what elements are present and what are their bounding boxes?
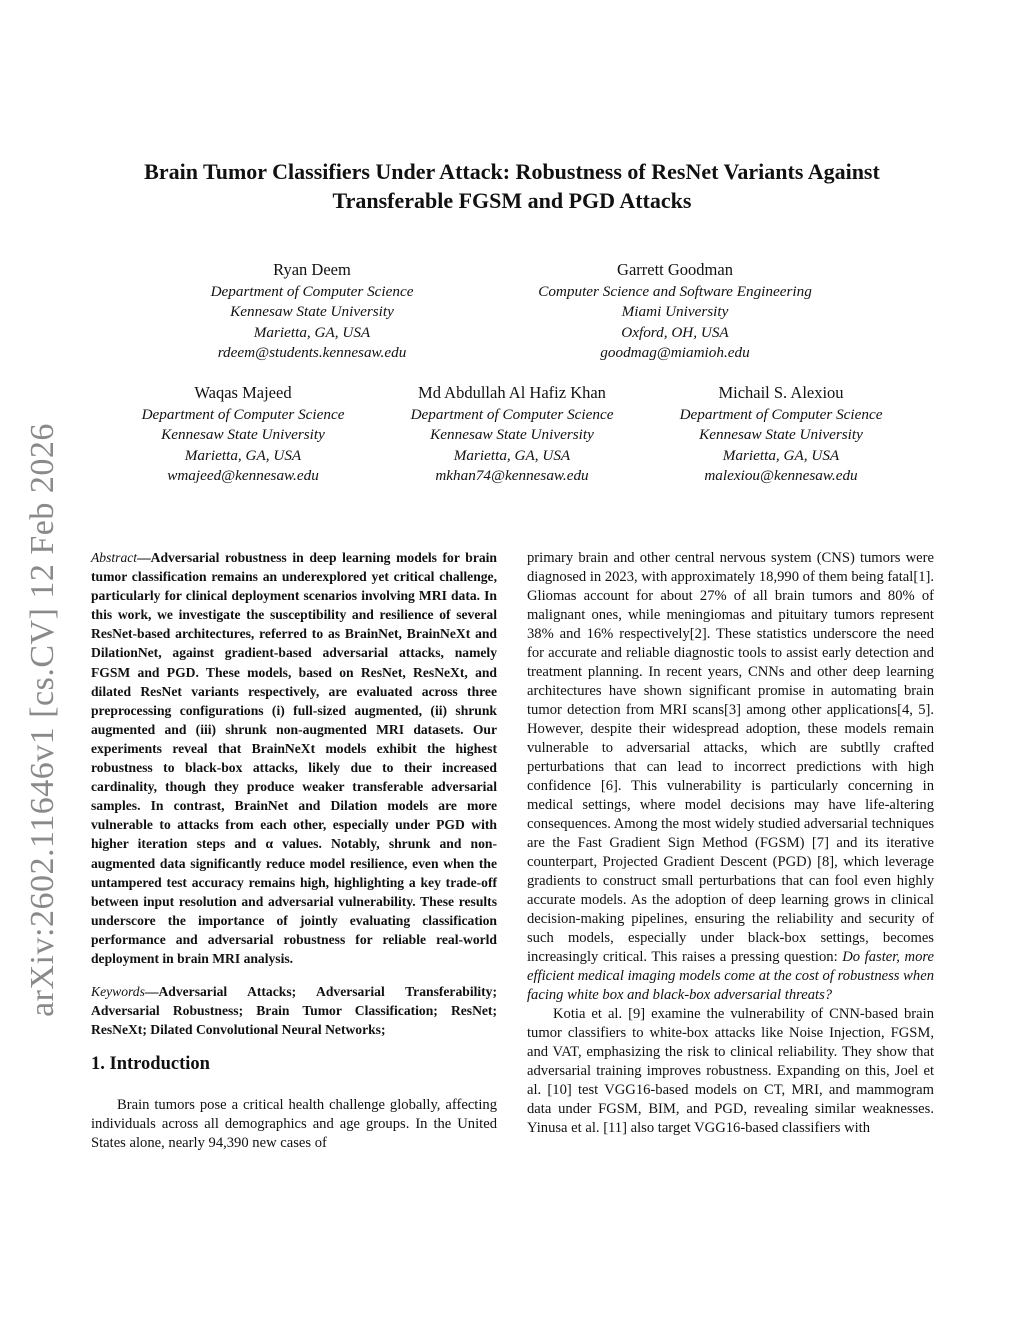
abstract-label: Abstract bbox=[91, 550, 138, 565]
author-department: Department of Computer Science bbox=[141, 406, 345, 423]
section-heading: 1. Introduction bbox=[91, 1054, 210, 1075]
author-name: Waqas Majeed bbox=[194, 383, 292, 402]
intro-paragraph: Kotia et al. [9] examine the vulnerability of CNN-based brain tumor classifiers to white-box attacks like Noise Injection, FGSM, and VAT, emphasizing the risk to clinical reliability. They show that adversarial training improves robustness. Expanding on this, Joel et al. [10] test VGG16-based models on CT, MRI, and mammogram data under FGSM, BIM, and PGD, revealing similar weaknesses. Yinusa et al. [11] also target VGG16-based classifiers with bbox=[527, 1006, 934, 1136]
right-column bbox=[527, 549, 934, 1138]
author-university: Kennesaw State University bbox=[161, 426, 325, 444]
intro-paragraph: Brain tumors pose a critical health challenge globally, affecting individuals across all demographics and age groups. In the United States alone, nearly 94,390 new cases of bbox=[91, 1097, 497, 1152]
author-department: Department of Computer Science bbox=[679, 406, 883, 423]
abstract: Abstract—Adversarial robustness in deep learning models for brain tumor classification remains an underexplored yet critical challenge, particularly for clinical deployment scenarios involving MRI data. In this work, we investigate the susceptibility and resilience of several ResNet-based architectures, referred to as BrainNet, BrainNeXt and DilationNet, against gradient-based adversarial attacks, namely FGSM and PGD. These models, based on ResNet, ResNeXt, and dilated ResNet variants respectively, are evaluated across three preprocessing configurations (i) full-sized augmented, (ii) shrunk augmented and (iii) shrunk non-augmented MRI datasets. Our experiments reveal that BrainNeXt models exhibit the highest robustness to black-box attacks, likely due to their increased cardinality, though they produce weaker transferable adversarial samples. In contrast, BrainNet and Dilation models are more vulnerable to attacks from each other, especially under PGD with higher iteration steps and α values. Notably, shrunk and non-augmented data significantly reduce model resilience, even when the untampered test accuracy remains high, highlighting a key trade-off between input resolution and adversarial vulnerability. These results underscore the importance of jointly evaluating classification performance and adversarial robustness for reliable real-world deployment in brain MRI analysis. bbox=[91, 550, 497, 966]
author-department: Computer Science and Software Engineering bbox=[538, 283, 812, 300]
author-university: Miami University bbox=[621, 303, 729, 321]
arxiv-identifier: arXiv:2602.11646v1 [cs.CV] 12 Feb 2026 bbox=[24, 423, 61, 1017]
author-department: Department of Computer Science bbox=[210, 283, 414, 300]
left-column bbox=[91, 548, 497, 1153]
author-email[interactable]: rdeem@students.kennesaw.edu bbox=[217, 344, 407, 362]
author-location: Marietta, GA, USA bbox=[184, 446, 302, 464]
intro-text: primary brain and other central nervous system (CNS) tumors were diagnosed in 2023, with approximately 18,990 of them being fatal[1]. Gliomas account for about 27% of all brain tumors and 80% of malignant ones, while meningiomas and pituitary tumors represent 38% and 16% respectively[2]. These statistics underscore the need for accurate and reliable diagnostic tools to assist early detection and treatment planning. In recent years, CNNs and other deep learning architectures have shown significant promise in automating brain tumor detection from MRI scans[3] among other applications[4, 5]. However, despite their widespread adoption, these models remain vulnerable to adversarial attacks, which are subtlly crafted perturbations that can lead to incorrect predictions with high confidence [6]. This vulnerability is particularly concerning in medical settings, where model decisions may have life-altering consequences. Among the most widely studied adversarial techniques are the Fast Gradient Sign Method (FGSM) [7] and its iterative counterpart, Projected Gradient Descent (PGD) [8], which leverage gradients to construct small perturbations that can fool even highly accurate models. As the adoption of deep learning grows in clinical decision-making pipelines, ensuring the reliability and security of such models, especially under black-box settings, becomes increasingly critical. This raises a pressing question: bbox=[527, 550, 934, 965]
author-department: Department of Computer Science bbox=[410, 406, 614, 423]
keywords-label: Keywords bbox=[91, 984, 145, 1000]
author-block bbox=[150, 259, 474, 364]
author-name: Garrett Goodman bbox=[617, 260, 733, 279]
author-location: Marietta, GA, USA bbox=[722, 446, 840, 464]
author-email[interactable]: mkhan74@kennesaw.edu bbox=[435, 467, 589, 485]
author-university: Kennesaw State University bbox=[230, 303, 394, 321]
author-location: Oxford, OH, USA bbox=[621, 323, 729, 341]
author-email[interactable]: goodmag@miamioh.edu bbox=[600, 344, 750, 362]
author-email[interactable]: wmajeed@kennesaw.edu bbox=[167, 467, 319, 485]
author-name: Ryan Deem bbox=[273, 260, 351, 279]
abstract-text: Adversarial robustness in deep learning models for brain tumor classification remains an underexplored yet critical challenge, particularly for clinical deployment scenarios involving MRI data. In this work, we investigate the susceptibility and resilience of several ResNet-based architectures, referred to as BrainNet, BrainNeXt and DilationNet, against gradient-based adversarial attacks, namely FGSM and PGD. These models, based on ResNet, ResNeXt, and dilated ResNet variants respectively, are evaluated across three preprocessing configurations (i) full-sized augmented, (ii) shrunk augmented and (iii) shrunk non-augmented MRI datasets. Our experiments reveal that BrainNeXt models exhibit the highest robustness to black-box attacks, likely due to their increased cardinality, though they produce weaker transferable adversarial samples. In contrast, BrainNet and Dilation models are more vulnerable to attacks from each other, especially under PGD with higher iteration steps and α values. Notably, shrunk and non-augmented data significantly reduce model resilience, even when the untampered test accuracy remains high, highlighting a key trade-off between input resolution and adversarial vulnerability. These results underscore the importance of jointly evaluating classification performance and adversarial robustness for reliable real-world deployment in brain MRI analysis. bbox=[91, 550, 497, 966]
author-block bbox=[110, 382, 376, 487]
paper-title: Brain Tumor Classifiers Under Attack: Robustness of ResNet Variants Against Transferable FGSM and PGD Attacks bbox=[144, 159, 880, 213]
author-block bbox=[379, 382, 645, 487]
research-question: Do faster, more efficient medical imaging models come at the cost of robustness when facing white box and black-box adversarial threats? bbox=[527, 949, 934, 1003]
intro-paragraph-continued bbox=[527, 549, 934, 1005]
author-name: Michail S. Alexiou bbox=[718, 383, 844, 402]
author-email[interactable]: malexiou@kennesaw.edu bbox=[704, 467, 858, 485]
keywords-text: Adversarial Attacks; Adversarial Transferability; Adversarial Robustness; Brain Tumor Classification; ResNet; ResNeXt; Dilated Convolutional Neural Networks; bbox=[91, 984, 497, 1038]
author-block bbox=[648, 382, 914, 487]
author-university: Kennesaw State University bbox=[699, 426, 863, 444]
author-location: Marietta, GA, USA bbox=[453, 446, 571, 464]
author-university: Kennesaw State University bbox=[430, 426, 594, 444]
author-name: Md Abdullah Al Hafiz Khan bbox=[418, 383, 606, 402]
keywords: Keywords—Adversarial Attacks; Adversarial Transferability; Adversarial Robustness; Brain Tumor Classification; ResNet; ResNeXt; Dilated Convolutional Neural Networks; bbox=[91, 984, 497, 1038]
author-block bbox=[490, 259, 860, 364]
author-location: Marietta, GA, USA bbox=[253, 323, 371, 341]
